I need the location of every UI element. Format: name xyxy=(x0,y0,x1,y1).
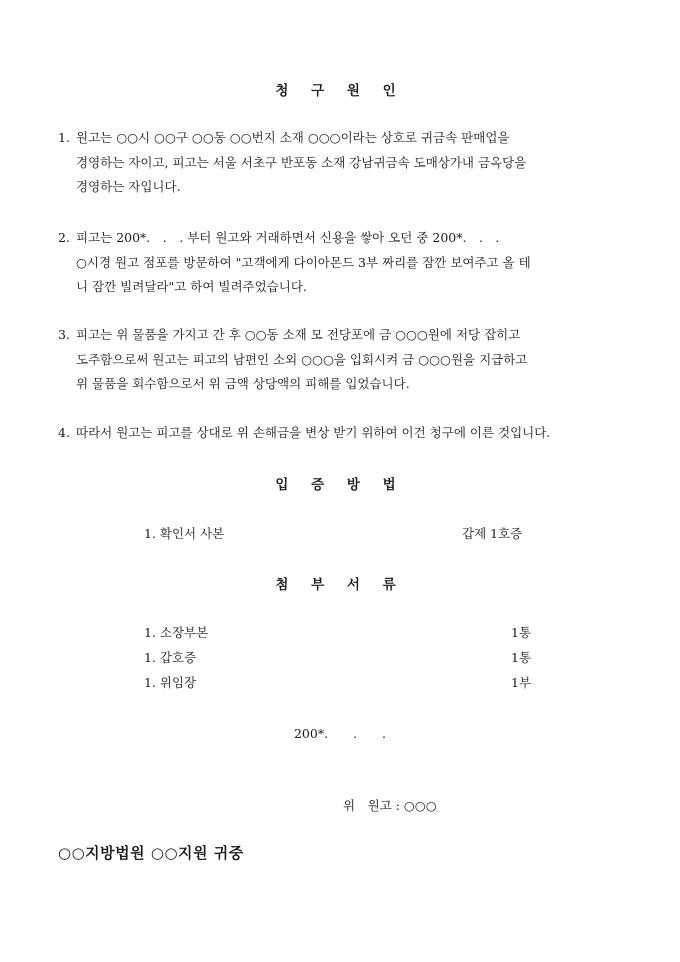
attachment-item-label: 1. 소장부본 xyxy=(144,625,209,640)
claim-line: 피고는 200*. . . 부터 원고와 거래하면서 신용을 쌓아 오던 중 200*. . . xyxy=(76,230,500,245)
attachment-item-label: 1. 위임장 xyxy=(144,675,197,690)
attachment-item-value: 1통 xyxy=(511,650,532,665)
evidence-item-value: 갑제 1호증 xyxy=(462,526,523,541)
attachment-item-label: 1. 갑호증 xyxy=(144,650,197,665)
plaintiff-signature: 위 원고 : ○○○ xyxy=(343,798,437,813)
court-addressee: ○○지방법원 ○○지원 귀중 xyxy=(58,844,244,862)
filing-date: 200*. . . xyxy=(293,726,387,741)
claim-number: 3. xyxy=(58,327,70,342)
claim-line: 도주함으로써 원고는 피고의 남편인 소외 ○○○을 입회시켜 금 ○○○원을 지급하고 xyxy=(76,351,528,367)
claim-number: 1. xyxy=(58,130,70,145)
evidence-item-label: 1. 확인서 사본 xyxy=(144,526,225,541)
claim-line: 위 물품을 회수함으로서 위 금액 상당액의 피해를 입었습니다. xyxy=(76,376,410,391)
claim-item-1 xyxy=(58,126,638,200)
claim-line: ○시경 원고 점포를 방문하여 "고객에게 다이아몬드 3부 짜리를 잠깐 보여주고 올 테 xyxy=(76,254,531,270)
claim-item-3 xyxy=(58,323,638,397)
cause-heading: 청 구 원 인 xyxy=(275,83,405,99)
claim-line: 경영하는 자입니다. xyxy=(76,179,181,194)
attachments-heading: 첨 부 서 류 xyxy=(275,577,405,593)
claim-line: 니 잠깐 빌려달라"고 하여 빌려주었습니다. xyxy=(76,279,307,294)
claim-line: 따라서 원고는 피고를 상대로 위 손해금을 변상 받기 위하여 이건 청구에 이른 것입니다. xyxy=(76,425,551,440)
attachment-item-value: 1부 xyxy=(511,675,532,690)
evidence-heading: 입 증 방 법 xyxy=(275,477,405,493)
claim-item-2 xyxy=(58,226,638,300)
claim-line: 피고는 위 물품을 가지고 간 후 ○○동 소재 모 전당포에 금 ○○○원에 저당 잡히고 xyxy=(76,327,521,342)
claim-item-4 xyxy=(58,421,638,446)
claim-number: 4. xyxy=(58,425,70,440)
claim-line: 원고는 ○○시 ○○구 ○○동 ○○번지 소재 ○○○이라는 상호로 귀금속 판매업을 xyxy=(76,130,510,145)
attachment-item-value: 1통 xyxy=(511,625,532,640)
claim-line: 경영하는 자이고, 피고는 서울 서초구 반포동 소재 강남귀금속 도매상가내 금옥당을 xyxy=(76,154,527,170)
claim-number: 2. xyxy=(58,230,70,245)
